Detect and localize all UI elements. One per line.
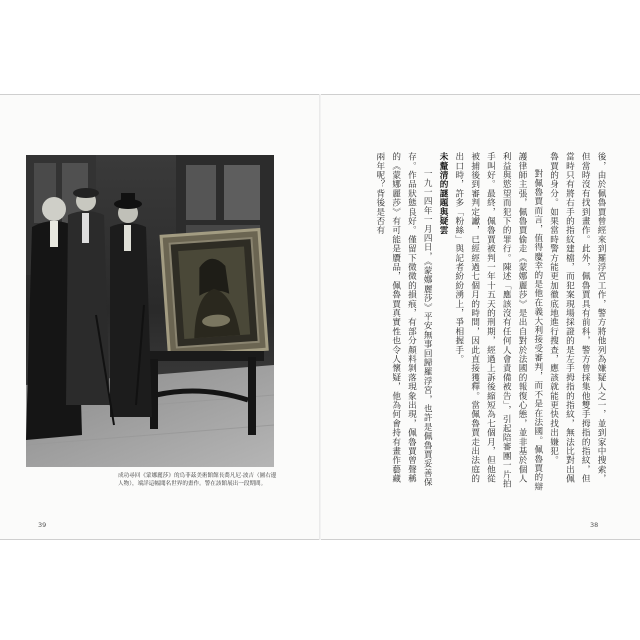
paragraph-2: 對佩魯賈而言，值得慶幸的是他在義大利接受審判，而不是在法國。佩魯賈的辯護律師主張，佩魯賈偷走《蒙娜麗莎》是出自對於法國的報復心態，並非基於個人利益與慾望而犯下的罪行。陳述「應該沒有任何人會責備被告」，引起陪審團一片拍手叫好。最終，佩魯賈被判一年十五天的刑期，經過上訴後縮短為七個月，但他從被捕後到審判定讞，已經經過七個月的時間，因此直接獲釋。當佩魯賈走出法庭的出口時，許多「粉絲」與記者紛紛湧上，爭相握手。 [453,152,543,492]
historical-photograph [26,155,274,467]
page-gutter [319,94,321,540]
page-number-left: 39 [38,521,47,529]
body-text [357,152,608,492]
photo-caption: 成功尋回《蒙娜麗莎》的烏菲茲美術館館長喬凡尼‧波吉（圖右邊人物），端詳這幅聞名世界的畫作。警在該館展出一段期間。 [118,473,277,487]
paragraph-3: 一九一四年一月四日，《蒙娜麗莎》平安無事回歸羅浮宮，也許是佩魯賈妥善保存。作品狀態良好。僅留下微微的損痕，有部分顏料剝落現象出現，佩魯賈曾聲稱的《蒙娜麗莎》有可能是贗品，佩魯賈真實性也令人懷疑，他為何會持有畫作藝藏兩年呢？背後是否有 [374,152,433,487]
paragraph-1: 後，由於佩魯賈曾經來到羅浮宮工作，警方將他列為嫌疑人之一，並到家中搜索，但當時沒有找到畫作。此外，佩魯賈具有前科，警方曾採集他雙手拇指的指紋，但當時只有將右手的指紋建檔，而犯案現場採證的是左手拇指的指紋，無法比對出佩魯賈的身分。如果當時警方能更加徹底地進行搜查，應該就能更快找出嫌犯。 [548,152,606,484]
section-heading: 未釐清的謎題與疑雲 [438,152,449,235]
page-number-right: 38 [590,521,599,529]
